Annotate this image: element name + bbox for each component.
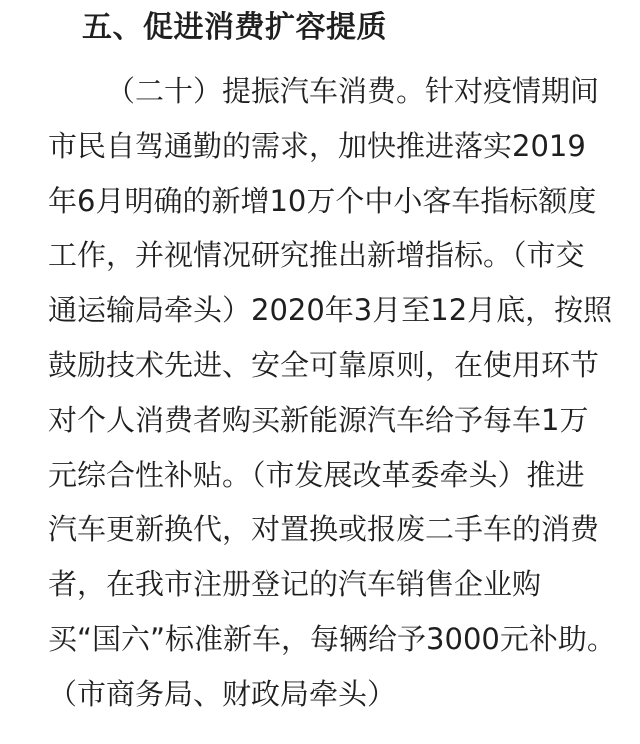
paragraph-line: 工作，并视情况研究推出新增指标。（市交 — [48, 238, 585, 273]
paragraph-line: 鼓励技术先进、安全可靠原则，在使用环节 — [48, 347, 600, 382]
paragraph-line: 元综合性补贴。（市发展改革委牵头）推进 — [48, 457, 585, 492]
paragraph-line: （市商务局、财政局牵头） — [48, 676, 397, 711]
paragraph-line: 汽车更新换代，对置换或报废二手车的消费 — [48, 512, 600, 547]
section-heading: 五、促进消费扩容提质 — [82, 10, 387, 45]
paragraph-line: 通运输局牵头）2020年3月至12月底，按照 — [48, 293, 613, 328]
paragraph-line: 者，在我市注册登记的汽车销售企业购 — [48, 567, 542, 602]
paragraph-line: 市民自驾通勤的需求，加快推进落实2019 — [48, 128, 586, 163]
paragraph-line: （二十）提振汽车消费。针对疫情期间 — [106, 74, 600, 108]
document-body — [48, 64, 616, 722]
paragraph-line: 对个人消费者购买新能源汽车给予每车1万 — [48, 402, 589, 437]
paragraph-line: 买“国六”标准新车，每辆给予3000元补助。 — [48, 621, 616, 656]
paragraph-line: 年6月明确的新增10万个中小客车指标额度 — [48, 183, 597, 218]
